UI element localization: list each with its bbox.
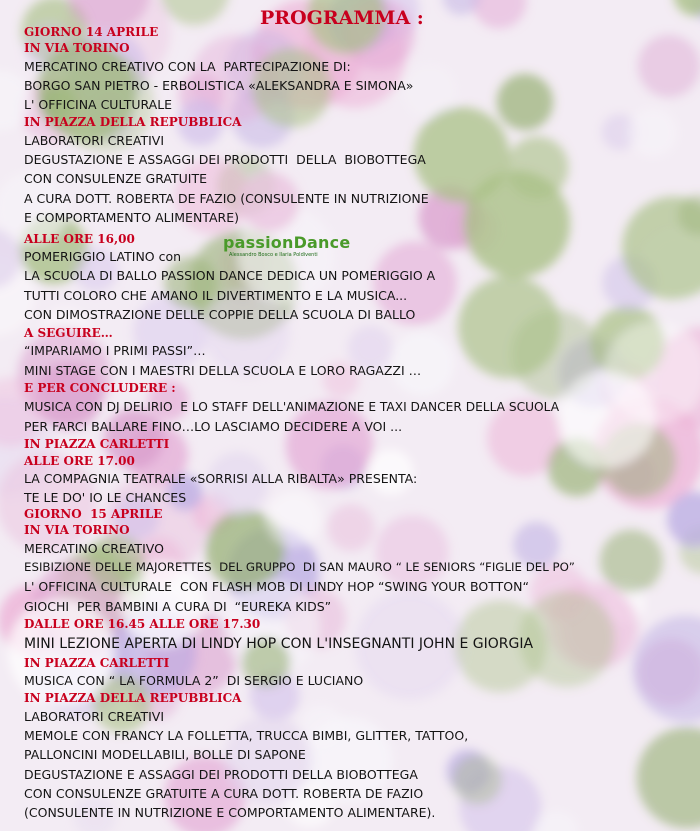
program-line: DEGUSTAZIONE E ASSAGGI DEI PRODOTTI DELLA BIOBOTTEGA [24, 152, 426, 167]
time-heading: DALLE ORE 16.45 ALLE ORE 17.30 [24, 617, 261, 631]
program-line: “IMPARIAMO I PRIMI PASSI”… [24, 343, 206, 358]
program-line: MUSICA CON “ LA FORMULA 2” DI SERGIO E LUCIANO [24, 673, 364, 688]
program-line: MERCATINO CREATIVO [24, 541, 164, 556]
location-heading: IN PIAZZA DELLA REPUBBLICA [24, 691, 242, 705]
program-line: ESIBIZIONE DELLE MAJORETTES DEL GRUPPO DI SAN MAURO “ LE SENIORS “FIGLIE DEL PO” [24, 560, 575, 574]
program-line: L' OFFICINA CULTURALE [24, 97, 173, 112]
location-heading: IN PIAZZA DELLA REPUBBLICA [24, 115, 242, 129]
program-line: LABORATORI CREATIVI [24, 133, 165, 148]
time-heading: ALLE ORE 17.00 [24, 454, 135, 468]
section-heading: E PER CONCLUDERE : [24, 381, 176, 395]
program-line: CON CONSULENZE GRATUITE [24, 171, 207, 186]
program-line: MINI STAGE CON I MAESTRI DELLA SCUOLA E LORO RAGAZZI … [24, 363, 422, 378]
program-line: (CONSULENTE IN NUTRIZIONE E COMPORTAMENTO ALIMENTARE). [24, 805, 436, 820]
passion-dance-logo [223, 233, 373, 263]
program-line: TE LE DO' IO LE CHANCES [24, 490, 187, 505]
program-line: CON DIMOSTRAZIONE DELLE COPPIE DELLA SCUOLA DI BALLO [24, 307, 416, 322]
program-line: GIOCHI PER BAMBINI A CURA DI “EUREKA KIDS” [24, 599, 332, 614]
program-line: MEMOLE CON FRANCY LA FOLLETTA, TRUCCA BIMBI, GLITTER, TATTOO, [24, 728, 469, 743]
program-line: BORGO SAN PIETRO - ERBOLISTICA «ALEKSANDRA E SIMONA» [24, 78, 414, 93]
program-line: PALLONCINI MODELLABILI, BOLLE DI SAPONE [24, 747, 306, 762]
program-line: E COMPORTAMENTO ALIMENTARE) [24, 210, 239, 225]
section-heading: A SEGUIRE… [24, 326, 113, 340]
program-line: MERCATINO CREATIVO CON LA PARTECIPAZIONE DI: [24, 59, 351, 74]
program-line: PER FARCI BALLARE FINO…LO LASCIAMO DECIDERE A VOI ... [24, 419, 403, 434]
location-heading: IN PIAZZA CARLETTI [24, 437, 170, 451]
passion-dance-logo-tagline: Alessandro Bosco e Ilaria Poldiventi [229, 252, 318, 258]
location-heading: IN VIA TORINO [24, 41, 130, 55]
program-line: CON CONSULENZE GRATUITE A CURA DOTT. ROBERTA DE FAZIO [24, 786, 424, 801]
program-line: TUTTI COLORO CHE AMANO IL DIVERTIMENTO E LA MUSICA... [24, 288, 408, 303]
time-heading: ALLE ORE 16,00 [24, 232, 135, 246]
program-line: A CURA DOTT. ROBERTA DE FAZIO (CONSULENTE IN NUTRIZIONE [24, 191, 429, 206]
day-14-heading: GIORNO 14 APRILE [24, 25, 159, 39]
passion-dance-logo-text: passionDance [223, 233, 351, 252]
day-15-heading: GIORNO 15 APRILE [24, 507, 163, 521]
program-line: LABORATORI CREATIVI [24, 709, 165, 724]
program-line: LA SCUOLA DI BALLO PASSION DANCE DEDICA UN POMERIGGIO A [24, 268, 436, 283]
program-line: DEGUSTAZIONE E ASSAGGI DEI PRODOTTI DELLA BIOBOTTEGA [24, 767, 418, 782]
location-heading: IN PIAZZA CARLETTI [24, 656, 170, 670]
location-heading: IN VIA TORINO [24, 523, 130, 537]
program-line: LA COMPAGNIA TEATRALE «SORRISI ALLA RIBALTA» PRESENTA: [24, 471, 418, 486]
program-line: MINI LEZIONE APERTA DI LINDY HOP CON L'INSEGNANTI JOHN E GIORGIA [24, 636, 534, 652]
program-title: PROGRAMMA : [260, 7, 424, 29]
program-line: MUSICA CON DJ DELIRIO E LO STAFF DELL'ANIMAZIONE E TAXI DANCER DELLA SCUOLA [24, 400, 560, 414]
program-line: L' OFFICINA CULTURALE CON FLASH MOB DI LINDY HOP “SWING YOUR BOTTON“ [24, 579, 529, 594]
program-line: POMERIGGIO LATINO con [24, 249, 182, 264]
